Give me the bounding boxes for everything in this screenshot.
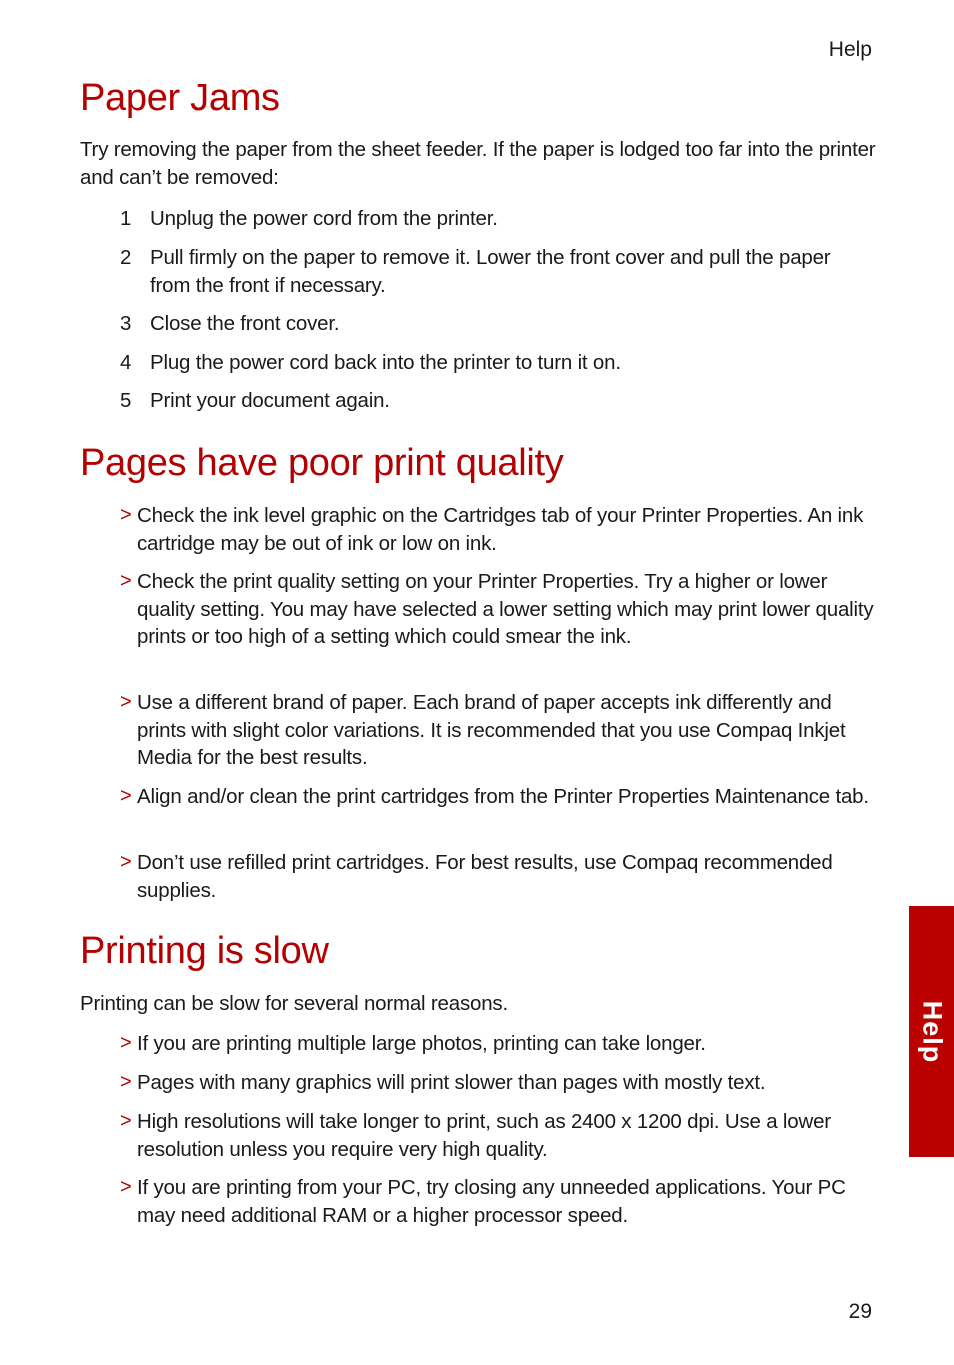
section-paper-jams [80,76,880,120]
list-item-text: If you are printing multiple large photos, printing can take longer. [137,1032,706,1055]
list-item-text: High resolutions will take longer to print, such as 2400 x 1200 dpi. Use a lower resolution unless you require very high quality. [137,1110,831,1161]
step-text: Print your document again. [150,389,390,412]
step-number: 5 [120,389,132,412]
chevron-right-icon: > [120,1110,132,1132]
paper-jams-intro-block [80,136,880,192]
heading-paper-jams: Paper Jams [80,77,280,119]
chevron-right-icon: > [120,1176,132,1198]
help-side-tab [909,906,954,1157]
step-number: 1 [120,207,132,230]
printing-slow-intro-block [80,990,880,1018]
list-item-text: If you are printing from your PC, try closing any unneeded applications. Your PC may need additional RAM or a higher processor speed. [137,1176,846,1227]
chevron-right-icon: > [120,691,132,713]
chevron-right-icon: > [120,785,132,807]
step-text: Close the front cover. [150,312,340,335]
chevron-right-icon: > [120,504,132,526]
page-number: 29 [848,1300,872,1323]
help-side-tab-label: Help [917,1000,947,1063]
list-item-text: Pages with many graphics will print slower than pages with mostly text. [137,1071,766,1094]
section-printing-slow [80,929,880,973]
step-text: Unplug the power cord from the printer. [150,207,498,230]
printing-slow-intro: Printing can be slow for several normal reasons. [80,992,508,1015]
step-text: Plug the power cord back into the printer to turn it on. [150,351,621,374]
step-number: 2 [120,246,132,269]
chevron-right-icon: > [120,851,132,873]
step-number: 4 [120,351,132,374]
step-number: 3 [120,312,132,335]
step-text: Pull firmly on the paper to remove it. Lower the front cover and pull the paper from the front if necessary. [150,246,831,297]
chevron-right-icon: > [120,570,132,592]
list-item-text: Align and/or clean the print cartridges from the Printer Properties Maintenance tab. [137,785,869,808]
chevron-right-icon: > [120,1071,132,1093]
paper-jams-intro: Try removing the paper from the sheet feeder. If the paper is lodged too far into the printer and can’t be removed: [80,138,876,189]
list-item-text: Use a different brand of paper. Each brand of paper accepts ink differently and prints with slight color variations. It is recommended that you use Compaq Inkjet Media for the best results. [137,691,846,769]
running-head: Help [828,38,872,61]
heading-print-quality: Pages have poor print quality [80,442,564,484]
section-print-quality [80,441,880,485]
list-item-text: Check the print quality setting on your Printer Properties. Try a higher or lower quality setting. You may have selected a lower setting which may print lower quality prints or too high of a setting which could smear the ink. [137,570,874,648]
chevron-right-icon: > [120,1032,132,1054]
heading-printing-slow: Printing is slow [80,930,329,972]
list-item-text: Check the ink level graphic on the Cartridges tab of your Printer Properties. An ink cartridge may be out of ink or low on ink. [137,504,864,555]
list-item-text: Don’t use refilled print cartridges. For best results, use Compaq recommended supplies. [137,851,833,902]
